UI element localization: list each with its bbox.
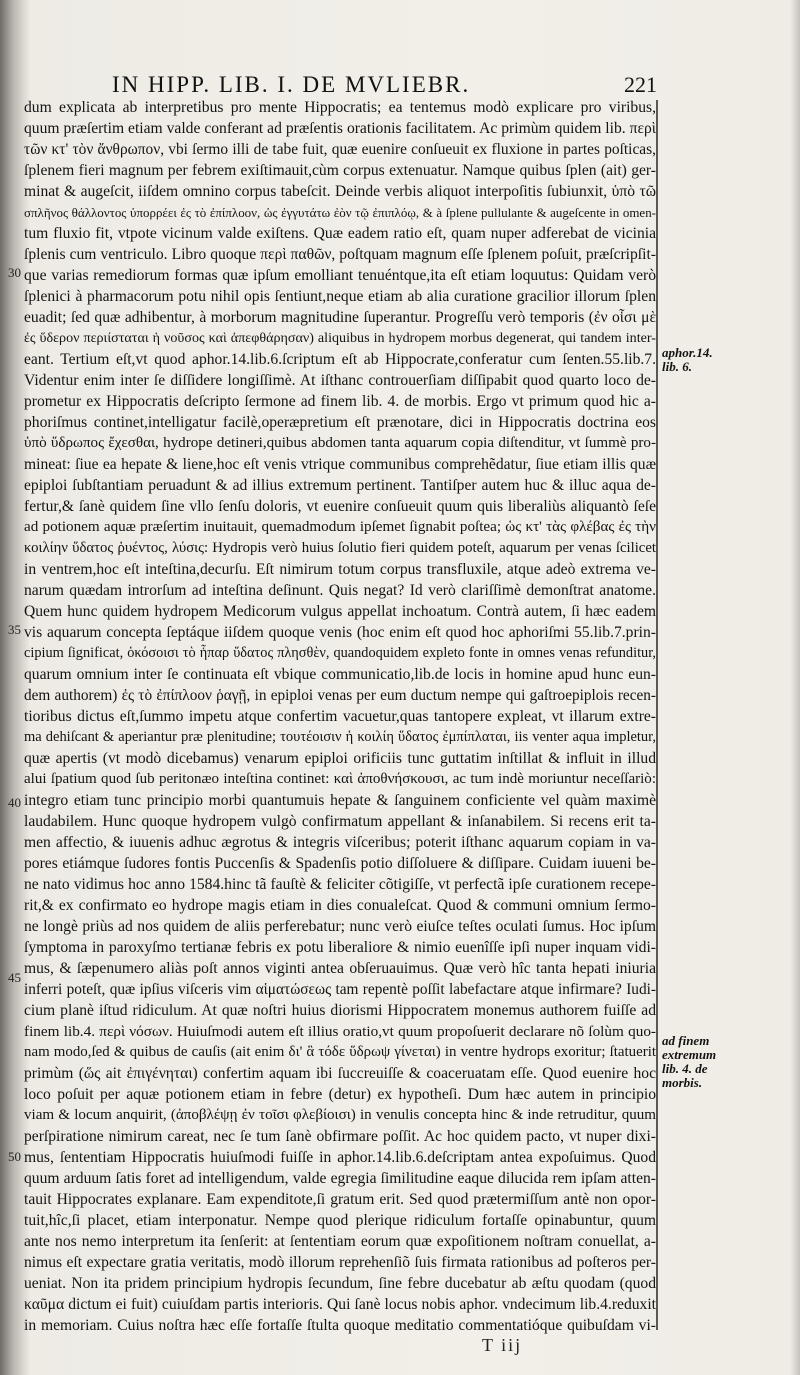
text-line: vis aquarum concepta ſeptáque iiſdem quoque venis (hoc enim eſt quod hoc aphoriſmi 55.lib.7.prin- bbox=[24, 624, 656, 641]
margin-rule bbox=[656, 100, 658, 1330]
page-number: 221 bbox=[624, 72, 657, 97]
text-line: men affectio, & iuuenis adhuc ægrotus & integris viſceribus; poterit iſthanc aquarum copiam in va- bbox=[24, 834, 656, 851]
line-number: 40 bbox=[8, 795, 21, 810]
text-line: τῶν κτ' τὸν ἄνθρωπον, vbi ſermo illi de tabe fuit, quæ euenire conſueuit ex fluxione in partes poſticas, bbox=[24, 141, 656, 158]
text-line: rit,& ex confirmato eo hydrope magis etiam in dies conualeſcat. Quod & communi omnium ſermo- bbox=[24, 897, 656, 914]
text-line: prometur ex Hippocratis deſcripto ſermone ad finem lib. 4. de morbis. Ergo vt primum quod hic a- bbox=[24, 393, 656, 410]
text-line: cipium ſignificat, ὁκόσοισι τὸ ἧπαρ ὕδατος πλησθὲν, quandoquidem expleto fonte in omnes venas refunditur, bbox=[24, 645, 656, 661]
text-line: ſplenis cum ventriculo. Libro quoque περὶ παθῶν, poſtquam magnum eſſe ſplenem poſuit, præſcripſit- bbox=[24, 246, 656, 263]
text-line: integro etiam tunc principio morbi quantumuis hepate & ſanguinem conficiente vel quàm maximè bbox=[24, 792, 656, 809]
text-line: καῦμα dictum ei fuit) cuiuſdam partis interioris. Qui ſanè locus nobis aphor. vndecimum lib.4.reduxit bbox=[24, 1296, 656, 1313]
text-line: mus, & ſæpenumero aliàs poſt annos viginti antea obſeruauimus. Quæ verò hîc tanta hepati iniuria bbox=[24, 960, 656, 977]
text-line: ὑπὸ ὕδρωπος ἔχεσθαι, hydrope detineri,quibus abdomen tanta aquarum copia diſtenditur, vt ſummè pro- bbox=[24, 435, 656, 451]
text-line: quum præſertim etiam valde conferant ad præſentis orationis facilitatem. Ac primùm quidem lib. περὶ bbox=[24, 120, 656, 137]
text-line: minat & augeſcit, iiſdem omnino corpus tabeſcit. Deinde verbis aliquot interpoſitis ſubiunxit, ὑπὸ τῶ bbox=[24, 183, 656, 200]
text-line: epiploi ſubſtantiam peruadunt & ad illius extremum pertinent. Tantiſper autem huc & illuc aqua de- bbox=[24, 477, 656, 494]
text-line: tuit,hîc,ſi placet, etiam interponatur. Nempe quod plerique ridiculum fortaſſe opinabuntur, quum bbox=[24, 1212, 656, 1229]
text-line: tioribus dictus eſt,ſummo impetu atque confertim vacuetur,quas tantopere expleat, vt illarum extre- bbox=[24, 708, 656, 725]
text-line: ἐς ὕδερον περιίσταται ἡ νοῦσος καὶ ἀπεφθάρησαν) aliquibus in hydropem morbus degenerat, qui tandem inter- bbox=[24, 330, 656, 346]
text-line: fertur,& ſanè quidem ſine vllo ſenſu doloris, vt euenire conſueuit quum quis liberaliùs aliquantò ſeſe bbox=[24, 498, 656, 515]
text-line: finem lib.4. περὶ νόσων. Huiuſmodi autem eſt illius oratio,vt quum propoſuerit declarare nõ ſolùm quo- bbox=[24, 1023, 656, 1040]
text-line: narum quædam introrſum ad inteſtina deſinunt. Quis negat? Id verò clariſſimè demonſtrat anatome. bbox=[24, 582, 656, 599]
text-line: tauit Hippocrates explanare. Eam expenditote,ſi gratum erit. Sed quod prætermiſſum antè non opor- bbox=[24, 1191, 656, 1208]
text-line: tum fluxio fit, vtpote vicinum valde exiſtens. Quæ eadem ratio eſt, quam nuper adferebat de vicinia bbox=[24, 225, 656, 242]
text-line: ne longè priùs ad nos quidem de aliis perferebatur; nunc verò eiuſce teſtes oculati ſumus. Hoc ipſum bbox=[24, 918, 656, 935]
running-title: IN HIPP. LIB. I. DE MVLIEBR. bbox=[112, 72, 471, 97]
margin-note: ad finem extremum lib. 4. de morbis. bbox=[662, 1033, 717, 1090]
page-edge-shadow bbox=[790, 0, 800, 1375]
text-line: nimus eſt expectare gratia veritatis, modò illorum reprehenſiõ ſuis firmata rationibus ad poſteros per- bbox=[24, 1254, 656, 1271]
main-text-block bbox=[24, 97, 656, 1335]
text-line: ma dehiſcant & aperiantur præ plenitudine; τουτέοισιν ἡ κοιλίη ὕδατος ἐμπίπλαται, iis venter aqua impletur, bbox=[24, 729, 656, 745]
text-line: loco poſuit per aquæ potionem etiam in febre (detur) ex hypotheſi. Dum hæc autem in principio bbox=[24, 1086, 656, 1103]
text-line: euadit; ſed quæ adhibentur, à morborum magnitudine ſuperantur. Progreſſu verò temporis (ἐν οἷσι μὲ bbox=[24, 309, 656, 326]
text-line: σπλῆνος θάλλοντος ὑπορρέει ἐς τὸ ἐπίπλοον, ὡς ἐγγυτάτω ἐὸν τῷ ἐπιπλόῳ, & à ſplene pullulante & augeſcente in omen- bbox=[24, 205, 656, 220]
text-line: que varias remediorum formas quæ ipſum emolliant tenuéntque,ita eſt etiam loquutus: Quidam verò bbox=[24, 267, 656, 284]
text-line: ueniat. Non ita pridem principium hydropis ſecundum, ſine febre ducebatur ab æſtu quodam (quod bbox=[24, 1275, 656, 1292]
text-line: perſpiratione nimirum careat, nec ſe tum ſanè obfirmare poſſit. Ac hoc quidem pacto, vt nuper dixi- bbox=[24, 1128, 656, 1145]
text-line: inferri poteſt, quæ ipſius viſceris vim αἱματώσεως tam repentè poſſit labefactare atque infirmare? Iudi- bbox=[24, 981, 656, 998]
text-line: nam modo,ſed & quibus de cauſis (ait enim δι' ἃ τόδε ὕδρωψ γίνεται) in ventre hydrops exoritur; ſtatuerit bbox=[24, 1044, 656, 1060]
text-line: viam & locum anquirit, (ἀποβλέψῃ ἐν τοῖσι φλεβίοισι) in venulis concepta hinc & inde retruditur, quum bbox=[24, 1107, 656, 1123]
text-line: κοιλίην ὕδατος ῥυέντος, λύσις: Hydropis verò huius ſolutio fieri quidem poteſt, aquarum per venas ſcilicet bbox=[24, 540, 656, 556]
line-number: 35 bbox=[8, 622, 21, 637]
text-line: quæ apertis (vt modò dicebamus) venarum epiploi orificiis tunc guttatim inſtillat & influit in illud bbox=[24, 750, 656, 767]
text-line: ne nato vidimus hoc anno 1584.hinc tã fauſtè & feliciter cõtigiſſe, vt perfectã ipſe curationem recepe- bbox=[24, 876, 656, 893]
text-line: ante nos nemo interpretum ita ſenſerit: at ſententiam eorum quæ expoſitionem noſtram conuellat, a- bbox=[24, 1233, 656, 1250]
text-line: alui ſpatium quod ſub peritonæo inteſtina continet: καὶ ἀποθνήσκουσι, ac tum indè moriuntur neceſſariò: bbox=[24, 771, 656, 787]
text-line: in memoriam. Cuius noſtra hæc eſſe fortaſſe ſtulta quoque meditatio commentatióque quibuſdam vi- bbox=[24, 1317, 656, 1334]
text-line: mus, ſententiam Hippocratis huiuſmodi fuiſſe in aphor.14.lib.6.deſcriptam antea expoſuimus. Quod bbox=[24, 1149, 656, 1166]
text-line: quum arduum ſatis foret ad intelligendum, valde egregia ſimilitudine eaque dilucida rem ipſam atten- bbox=[24, 1170, 656, 1187]
text-line: ſplenem fieri magnum per febrem exiſtimauit,cùm corpus extenuatur. Namque quibus ſplen (ait) ger- bbox=[24, 162, 656, 179]
text-line: dem authorem) ἐς τὸ ἐπίπλοον ῥαγῇ, in epiploi venas per eum ductum nempe qui gaſtroepiplois recen- bbox=[24, 687, 656, 704]
text-line: ſplenici à pharmacorum potu nihil opis ſentiunt,neque etiam ab alia curatione gracilior illorum ſplen bbox=[24, 288, 656, 305]
text-line: primùm (ὥς ait ἐπιγένηται) confertim aquam ibi ſuccreuiſſe & coaceruatam eſſe. Quod euenire hoc bbox=[24, 1065, 656, 1082]
signature-mark: T iij bbox=[482, 1335, 523, 1355]
text-line: pores etiámque ſudores fontis Puccenſis & Spadenſis potio diſſoluere & diſſipare. Cuidam iuueni be- bbox=[24, 855, 656, 872]
text-line: phoriſmus continet,intelligatur facilè,operæpretium eſt prænotare, dici in Hippocratis doctrina eos bbox=[24, 414, 656, 431]
text-line: dum explicata ab interpretibus pro mente Hippocratis; ea tentemus modò explicare pro viribus, bbox=[24, 99, 656, 116]
text-line: quarum omnium inter ſe continuata eſt vbique communicatio,lib.de locis in homine apud hunc eun- bbox=[24, 666, 656, 683]
text-line: laudabilem. Hunc quoque hydropem vulgò confirmatum appellant & inſanabilem. Si recens erit ta- bbox=[24, 813, 656, 830]
text-line: Videntur enim inter ſe diſſidere longiſſimè. At iſthanc controuerſiam diſſipabit quod quarto loco de- bbox=[24, 372, 656, 389]
line-number: 50 bbox=[8, 1149, 21, 1164]
text-line: eant. Tertium eſt,vt quod aphor.14.lib.6.ſcriptum eſt ab Hippocrate,conferatur cum ſenten.55.lib.7. bbox=[24, 351, 656, 368]
text-line: cium planè iſtud ridiculum. At quæ noſtri huius diorismi Hippocratem monemus authorem fuiſſe ad bbox=[24, 1002, 656, 1019]
text-line: in ventrem,hoc eſt inteſtina,decurſu. Eſt nimirum totum corpus transfluxile, atque adeò extrema ve- bbox=[24, 561, 656, 578]
text-line: ad potionem aquæ præſertim inuitauit, quemadmodum ipſemet ſignabit poſtea; ὡς κτ' τὰς φλέβας ἐς τὴν bbox=[24, 519, 656, 535]
margin-note: aphor.14. lib. 6. bbox=[662, 345, 713, 374]
text-line: ſymptoma in paroxyſmo tertianæ febris ex potu liberaliore & nimio euenîſſe ipſi nuper inquam vidi- bbox=[24, 939, 656, 956]
text-line: Quem hunc quidem hydropem Medicorum vulgus appellat inchoatum. Contrà autem, ſi hæc eadem bbox=[24, 603, 656, 620]
line-number: 30 bbox=[8, 265, 21, 280]
line-number: 45 bbox=[8, 970, 21, 985]
text-line: mineat: ſiue ea hepate & liene,hoc eſt venis vtrique communibus comprehẽdatur, ſiue etiam illis quæ bbox=[24, 456, 656, 473]
